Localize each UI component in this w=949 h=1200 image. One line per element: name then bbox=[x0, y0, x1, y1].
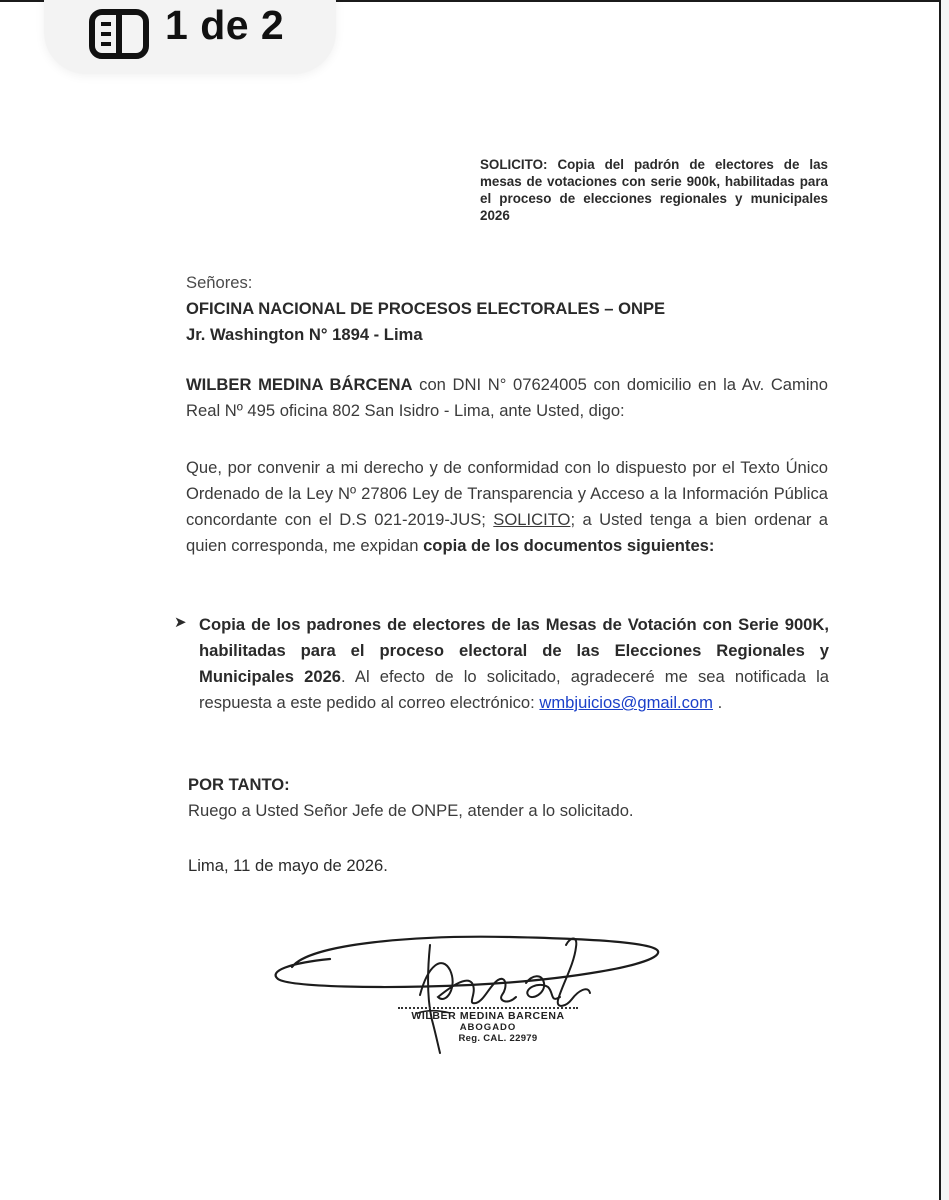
list-item-bold: Copia de los padrones de electores de las Mesas de Votación con Serie 900K, habilitadas para el proceso electoral de las Elecciones Regionales y Municipales 2026 bbox=[199, 615, 829, 686]
email-link[interactable]: wmbjuicios@gmail.com bbox=[539, 693, 713, 712]
page-indicator-label: 1 de 2 bbox=[165, 2, 285, 48]
closing-title: POR TANTO: bbox=[188, 775, 290, 794]
subject-line: SOLICITO: Copia del padrón de electores de las mesas de votaciones con serie 900k, habilitadas para el proceso de elecciones regionales y municipales 2026 bbox=[480, 157, 828, 223]
request-paragraph bbox=[186, 455, 828, 559]
page-indicator[interactable] bbox=[44, 0, 336, 74]
list-item-body: . Al efecto de lo solicitado, agradeceré me sea notificada la respuesta a este pedido al correo electrónico: bbox=[199, 667, 829, 712]
request-text-bold: copia de los documentos siguientes: bbox=[423, 536, 715, 555]
stamp-name: WILBER MEDINA BARCENA bbox=[398, 1007, 578, 1022]
arrow-bullet-icon: ➤ bbox=[174, 614, 187, 631]
book-pages-icon bbox=[89, 9, 149, 59]
list-item-text bbox=[199, 612, 829, 716]
date-line: Lima, 11 de mayo de 2026. bbox=[188, 856, 388, 875]
request-text-before: Que, por convenir a mi derecho y de conformidad con lo dispuesto por el Texto Único Ordenado de la Ley Nº 27806 Ley de Transparencia y Acceso a la Información Pública concordante con el D.S 021-2019-JUS; bbox=[186, 458, 828, 529]
lawyer-stamp bbox=[398, 1007, 578, 1044]
organization-name: OFICINA NACIONAL DE PROCESOS ELECTORALES – ONPE bbox=[186, 299, 666, 318]
solicito-word: SOLICITO bbox=[493, 510, 571, 529]
intro-paragraph bbox=[186, 372, 828, 424]
addressee-block bbox=[186, 270, 846, 348]
applicant-name: WILBER MEDINA BÁRCENA bbox=[186, 375, 413, 394]
list-item-end: . bbox=[712, 693, 723, 712]
intro-text: con DNI N° 07624005 con domicilio en la Av. Camino Real Nº 495 oficina 802 San Isidro - Lima, ante Usted, digo: bbox=[186, 375, 828, 420]
request-text-middle: ; a Usted tenga a bien ordenar a quien corresponda, me expidan bbox=[186, 510, 829, 555]
closing-text: Ruego a Usted Señor Jefe de ONPE, atender a lo solicitado. bbox=[188, 801, 634, 820]
viewer-gutter bbox=[941, 0, 949, 1200]
greeting: Señores: bbox=[186, 273, 253, 292]
stamp-role: ABOGADO bbox=[459, 1022, 517, 1033]
organization-address: Jr. Washington N° 1894 - Lima bbox=[186, 325, 423, 344]
stamp-registration: Reg. CAL. 22979 bbox=[458, 1033, 538, 1044]
